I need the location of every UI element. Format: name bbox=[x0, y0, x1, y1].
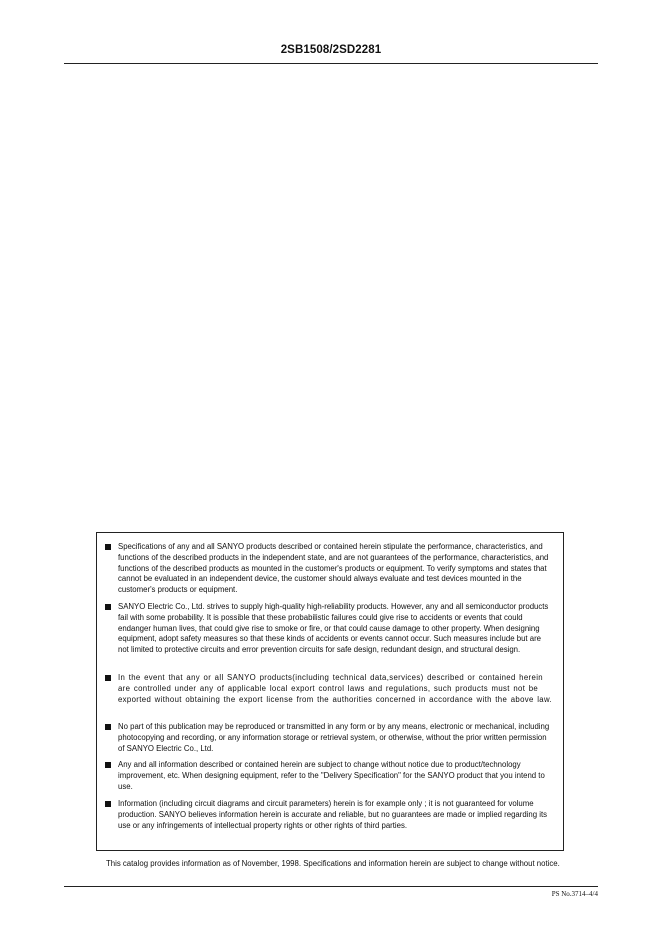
disclaimer-item bbox=[105, 722, 553, 754]
disclaimer-item bbox=[105, 673, 553, 705]
square-bullet-icon bbox=[105, 724, 111, 730]
catalog-note: This catalog provides information as of November, 1998. Specifications and information herein are subject to change without notice. bbox=[106, 859, 560, 868]
disclaimer-text: SANYO Electric Co., Ltd. strives to supply high-quality high-reliability products. However, any and all semiconductor products fail with some probability. It is possible that these probabilistic failures could give rise to accidents or events that could endanger human lives, that could give rise to smoke or fire, or that could cause damage to other property. When designing equipment, adopt safety measures so that these kinds of accidents or events cannot occur. Such measures include but are not limited to protective circuits and error prevention circuits for safe design, redundant design, and structural design. bbox=[118, 602, 549, 655]
page-title: 2SB1508/2SD2281 bbox=[280, 44, 382, 56]
square-bullet-icon bbox=[105, 675, 111, 681]
document-number: PS No.3714–4/4 bbox=[551, 890, 598, 898]
square-bullet-icon bbox=[105, 801, 111, 807]
disclaimer-item bbox=[105, 602, 553, 656]
disclaimer-item bbox=[105, 542, 553, 596]
disclaimer-text: Specifications of any and all SANYO products described or contained herein stipulate the performance, characteristics, and functions of the described products in the independent state, and are not guarantees of the performance, characteristics, and functions of the described products as mounted in the customer's products or equipment. To verify symptoms and states that cannot be evaluated in an independent device, the customer should always evaluate and test devices mounted in the customer's products or equipment. bbox=[118, 542, 549, 595]
square-bullet-icon bbox=[105, 604, 111, 610]
disclaimer-item bbox=[105, 760, 553, 792]
disclaimer-text: Information (including circuit diagrams and circuit parameters) herein is for example only ; it is not guaranteed for volume production. SANYO believes information herein is accurate and reliable, but no guarantees are made or implied regarding its use or any infringements of intellectual property rights or other rights of third parties. bbox=[118, 799, 548, 830]
disclaimer-text: Any and all information described or contained herein are subject to change without notice due to product/technology improvement, etc. When designing equipment, refer to the "Delivery Specification" for the SANYO product that you intend to use. bbox=[118, 760, 545, 791]
disclaimer-text: In the event that any or all SANYO products(including technical data,services) described or contained herein are controlled under any of applicable local export control laws and regulations, such products must not be exported without obtaining the export license from the authorities concerned in accordance with the above law. bbox=[118, 673, 553, 704]
footer-rule bbox=[64, 886, 598, 887]
square-bullet-icon bbox=[105, 544, 111, 550]
square-bullet-icon bbox=[105, 762, 111, 768]
header-rule bbox=[64, 63, 598, 64]
disclaimer-text: No part of this publication may be reproduced or transmitted in any form or by any means, electronic or mechanical, including photocopying and recording, or any information storage or retrieval system, or otherwise, without the prior written permission of SANYO Electric Co., Ltd. bbox=[118, 722, 550, 753]
disclaimer-box bbox=[96, 532, 564, 851]
disclaimer-item bbox=[105, 799, 553, 831]
